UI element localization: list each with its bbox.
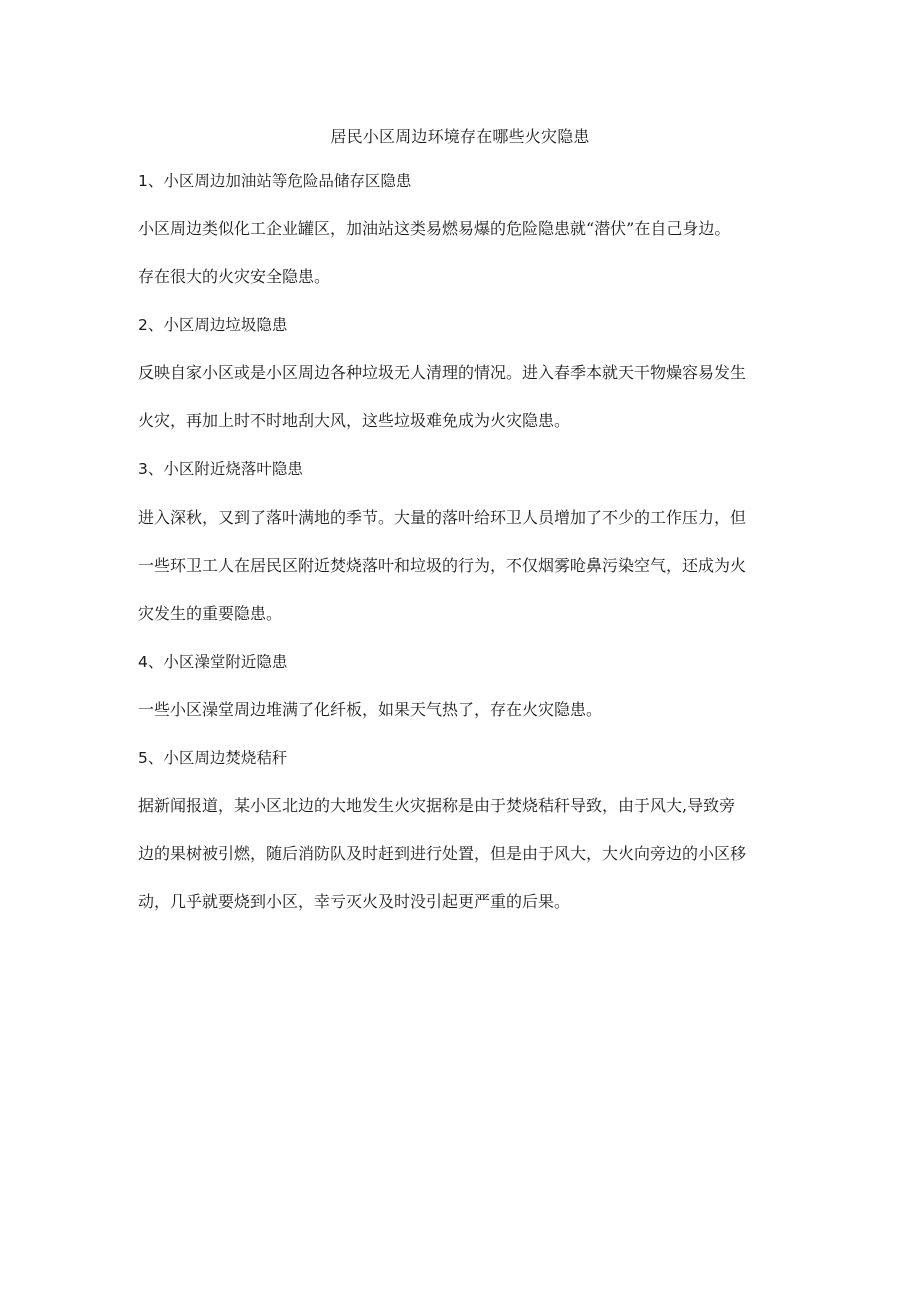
section-4-heading: 4、小区澡堂附近隐患 (138, 653, 288, 671)
section-1-heading: 1、小区周边加油站等危险品储存区隐患 (138, 172, 412, 190)
section-3-line-1: 进入深秋，又到了落叶满地的季节。大量的落叶给环卫人员增加了不少的工作压力，但 (138, 508, 747, 527)
section-3-line-3: 灾发生的重要隐患。 (138, 604, 283, 623)
section-5-line-1: 据新闻报道，某小区北边的大地发生火灾据称是由于焚烧秸秆导致，由于风大,导致旁 (138, 796, 736, 815)
section-1-line-2: 存在很大的火灾安全隐患。 (138, 267, 331, 286)
section-2-line-2: 火灾，再加上时不时地刮大风，这些垃圾难免成为火灾隐患。 (138, 411, 571, 430)
section-4-line-1: 一些小区澡堂周边堆满了化纤板，如果天气热了，存在火灾隐患。 (138, 700, 603, 719)
section-1-line-1: 小区周边类似化工企业罐区，加油站这类易燃易爆的危险隐患就“潜伏”在自己身边。 (138, 219, 731, 238)
section-3-heading: 3、小区附近烧落叶隐患 (138, 460, 303, 478)
section-5-line-2: 边的果树被引燃，随后消防队及时赶到进行处置，但是由于风大，大火向旁边的小区移 (138, 844, 747, 863)
section-3-line-2: 一些环卫工人在居民区附近焚烧落叶和垃圾的行为，不仅烟雾呛鼻污染空气，还成为火 (138, 556, 747, 575)
section-2-line-1: 反映自家小区或是小区周边各种垃圾无人清理的情况。进入春季本就天干物燥容易发生 (138, 363, 747, 382)
section-5-line-3: 动，几乎就要烧到小区，幸亏灭火及时没引起更严重的后果。 (138, 892, 571, 911)
section-2-heading: 2、小区周边垃圾隐患 (138, 316, 288, 334)
document-title: 居民小区周边环境存在哪些火灾隐患 (330, 127, 590, 146)
section-5-heading: 5、小区周边焚烧秸秆 (138, 749, 288, 767)
